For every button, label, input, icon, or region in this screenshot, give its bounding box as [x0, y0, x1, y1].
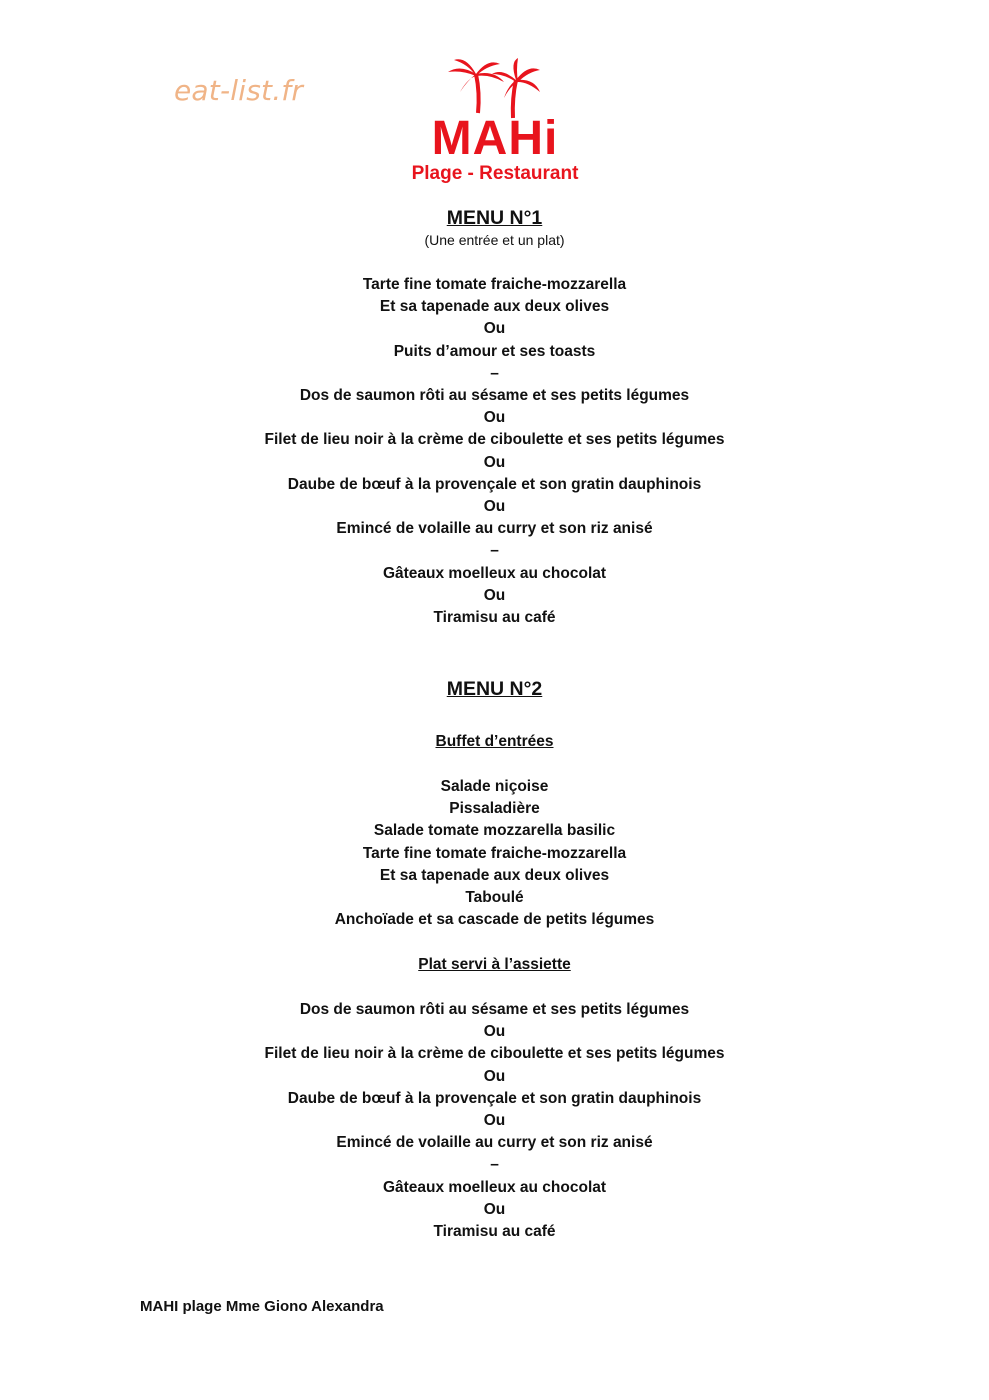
- menu-line: Gâteaux moelleux au chocolat: [382, 1178, 607, 1196]
- menu-line: Ou: [483, 320, 506, 338]
- mahi-logo: [408, 58, 583, 188]
- palm-trees-icon: [448, 58, 540, 118]
- plat-heading-block: [0, 954, 989, 976]
- menu-line: Filet de lieu noir à la crème de ciboulette et ses petits légumes: [264, 431, 725, 449]
- menu-line: Ou: [483, 1067, 506, 1085]
- menu-line: –: [490, 542, 499, 560]
- brand-text: MAHi: [431, 112, 559, 165]
- menu-line: Daube de bœuf à la provençale et son gratin dauphinois: [287, 1089, 702, 1107]
- plat-heading: Plat servi à l’assiette: [418, 956, 571, 973]
- menu-line: Emincé de volaille au curry et son riz anisé: [336, 520, 653, 538]
- footer-signature: MAHI plage Mme Giono Alexandra: [140, 1298, 384, 1315]
- menu1-title: MENU N°1: [446, 207, 543, 229]
- menu-line: Anchoïade et sa cascade de petits légumes: [334, 911, 655, 929]
- watermark: eat-list.fr: [174, 74, 304, 107]
- menu-line: Salade niçoise: [440, 778, 549, 795]
- menu-line: Salade tomate mozzarella basilic: [373, 822, 616, 840]
- menu-line: Puits d’amour et ses toasts: [393, 342, 596, 360]
- menu-line: Ou: [483, 1112, 506, 1130]
- menu-line: Taboulé: [465, 889, 524, 907]
- menu-line: Ou: [483, 498, 506, 516]
- menu-line: Ou: [483, 453, 506, 471]
- menu-line: Ou: [483, 1023, 506, 1041]
- menu1-subtitle: (Une entrée et un plat): [424, 232, 565, 248]
- tagline-text: Plage - Restaurant: [411, 163, 579, 184]
- plat-items: [0, 999, 989, 1243]
- menu-line: Tiramisu au café: [433, 1223, 556, 1241]
- menu-line: Tiramisu au café: [433, 609, 556, 627]
- menu-line: Daube de bœuf à la provençale et son gratin dauphinois: [287, 475, 702, 493]
- menu-line: Ou: [483, 586, 506, 604]
- menu-line: Dos de saumon rôti au sésame et ses petits légumes: [299, 387, 690, 405]
- menu-line: Ou: [483, 409, 506, 427]
- buffet-items: [0, 776, 989, 931]
- menu-line: Ou: [483, 1200, 506, 1218]
- buffet-heading-block: [0, 731, 989, 753]
- menu-line: Et sa tapenade aux deux olives: [379, 866, 610, 884]
- menu-line: Et sa tapenade aux deux olives: [379, 298, 610, 316]
- menu1-items: [0, 274, 989, 629]
- menu-line: Gâteaux moelleux au chocolat: [382, 564, 607, 582]
- menu-line: Tarte fine tomate fraiche-mozzarella: [362, 276, 627, 293]
- menu2-section: [0, 677, 989, 701]
- menu-line: Dos de saumon rôti au sésame et ses petits légumes: [299, 1001, 690, 1018]
- menu-line: Tarte fine tomate fraiche-mozzarella: [362, 844, 627, 862]
- menu-line: Filet de lieu noir à la crème de ciboulette et ses petits légumes: [264, 1045, 725, 1063]
- menu-line: –: [490, 1156, 499, 1174]
- menu-line: Pissaladière: [449, 800, 540, 818]
- buffet-heading: Buffet d’entrées: [435, 733, 554, 750]
- menu-line: –: [490, 364, 499, 382]
- menu1-section: [0, 206, 989, 250]
- menu2-title: MENU N°2: [446, 678, 543, 700]
- menu-line: Emincé de volaille au curry et son riz anisé: [336, 1134, 653, 1152]
